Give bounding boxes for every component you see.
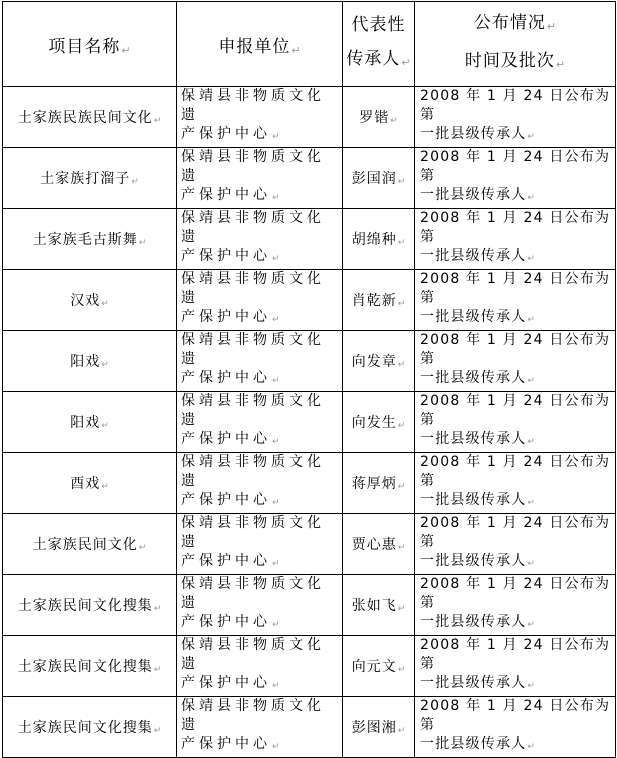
paragraph-mark-icon: ↵ — [101, 360, 109, 370]
project-name-cell: 酉戏↵ — [3, 453, 177, 514]
inheritor-cell: 彭图湘↵ — [343, 697, 415, 758]
paragraph-mark-icon: ↵ — [272, 681, 280, 691]
paragraph-mark-icon: ↵ — [101, 421, 109, 431]
paragraph-mark-icon: ↵ — [397, 543, 406, 553]
paragraph-mark-icon: ↵ — [555, 58, 566, 71]
inheritor-cell: 彭国润↵ — [343, 148, 415, 209]
paragraph-mark-icon: ↵ — [390, 116, 398, 126]
table-row — [3, 697, 616, 758]
project-name-cell: 土家族民间文化搜集↵ — [3, 636, 177, 697]
table-row — [3, 514, 616, 575]
publication-date-cell: 2008 年 1 月 24 日公布为第 一批县级传承人↵ — [415, 331, 616, 392]
paragraph-mark-icon: ↵ — [272, 742, 280, 752]
paragraph-mark-icon: ↵ — [397, 238, 406, 248]
paragraph-mark-icon: ↵ — [397, 421, 406, 431]
project-name-cell: 汉戏↵ — [3, 270, 177, 331]
paragraph-mark-icon: ↵ — [272, 254, 280, 264]
publication-date-cell: 2008 年 1 月 24 日公布为第 一批县级传承人↵ — [415, 697, 616, 758]
header-reporting-unit: 申报单位↵ — [177, 2, 343, 87]
paragraph-mark-icon: ↵ — [153, 604, 162, 614]
paragraph-mark-icon: ↵ — [272, 620, 280, 630]
paragraph-mark-icon: ↵ — [527, 498, 535, 508]
publication-date-cell: 2008 年 1 月 24 日公布为第 一批县级传承人↵ — [415, 392, 616, 453]
paragraph-mark-icon: ↵ — [138, 238, 147, 248]
paragraph-mark-icon: ↵ — [272, 559, 280, 569]
table-body — [3, 87, 616, 758]
paragraph-mark-icon: ↵ — [527, 254, 535, 264]
publication-date-cell: 2008 年 1 月 24 日公布为第 一批县级传承人↵ — [415, 575, 616, 636]
inheritor-cell: 向元文↵ — [343, 636, 415, 697]
inheritor-cell: 罗锴↵ — [343, 87, 415, 148]
table-row — [3, 636, 616, 697]
publication-date-cell: 2008 年 1 月 24 日公布为第 一批县级传承人↵ — [415, 270, 616, 331]
reporting-unit-cell: 保靖县非物质文化遗 产保护中心↵ — [177, 270, 343, 331]
paragraph-mark-icon: ↵ — [272, 498, 280, 508]
inheritor-cell: 蒋厚炳↵ — [343, 453, 415, 514]
paragraph-mark-icon: ↵ — [397, 177, 406, 187]
paragraph-mark-icon: ↵ — [291, 43, 301, 57]
publication-date-cell: 2008 年 1 月 24 日公布为第 一批县级传承人↵ — [415, 87, 616, 148]
paragraph-mark-icon: ↵ — [527, 315, 535, 325]
header-line: 代表性 — [351, 15, 406, 35]
paragraph-mark-icon: ↵ — [131, 177, 139, 187]
reporting-unit-cell: 保靖县非物质文化遗 产保护中心↵ — [177, 331, 343, 392]
table-row — [3, 148, 616, 209]
paragraph-mark-icon: ↵ — [527, 437, 535, 447]
header-representative-inheritor — [343, 2, 415, 87]
project-name-cell: 土家族民族民间文化↵ — [3, 87, 177, 148]
paragraph-mark-icon: ↵ — [401, 56, 411, 69]
paragraph-mark-icon: ↵ — [101, 299, 109, 309]
table-row — [3, 270, 616, 331]
project-name-cell: 土家族民间文化搜集↵ — [3, 575, 177, 636]
project-name-cell: 土家族民间文化↵ — [3, 514, 177, 575]
paragraph-mark-icon: ↵ — [397, 604, 406, 614]
paragraph-mark-icon: ↵ — [272, 376, 280, 386]
table-row — [3, 331, 616, 392]
project-name-cell: 土家族民间文化搜集↵ — [3, 697, 177, 758]
reporting-unit-cell: 保靖县非物质文化遗 产保护中心↵ — [177, 575, 343, 636]
reporting-unit-cell: 保靖县非物质文化遗 产保护中心↵ — [177, 87, 343, 148]
reporting-unit-cell: 保靖县非物质文化遗 产保护中心↵ — [177, 636, 343, 697]
header-row — [3, 2, 616, 87]
paragraph-mark-icon: ↵ — [397, 482, 406, 492]
paragraph-mark-icon: ↵ — [397, 299, 406, 309]
paragraph-mark-icon: ↵ — [397, 360, 406, 370]
header-publication-info — [415, 2, 616, 87]
paragraph-mark-icon: ↵ — [546, 20, 557, 33]
header-line: 传承人↵ — [346, 49, 411, 69]
paragraph-mark-icon: ↵ — [527, 620, 535, 630]
paragraph-mark-icon: ↵ — [527, 742, 535, 752]
project-name-cell: 土家族打溜子↵ — [3, 148, 177, 209]
reporting-unit-cell: 保靖县非物质文化遗 产保护中心↵ — [177, 453, 343, 514]
paragraph-mark-icon: ↵ — [153, 665, 162, 675]
inheritor-cell: 向发章↵ — [343, 331, 415, 392]
paragraph-mark-icon: ↵ — [101, 482, 109, 492]
paragraph-mark-icon: ↵ — [272, 132, 280, 142]
inheritor-cell: 胡绵种↵ — [343, 209, 415, 270]
inheritor-cell: 肖乾新↵ — [343, 270, 415, 331]
reporting-unit-cell: 保靖县非物质文化遗 产保护中心↵ — [177, 148, 343, 209]
inheritor-cell: 张如飞↵ — [343, 575, 415, 636]
paragraph-mark-icon: ↵ — [527, 376, 535, 386]
table-row — [3, 392, 616, 453]
paragraph-mark-icon: ↵ — [397, 665, 406, 675]
paragraph-mark-icon: ↵ — [397, 726, 406, 736]
publication-date-cell: 2008 年 1 月 24 日公布为第 一批县级传承人↵ — [415, 148, 616, 209]
inheritor-cell: 向发生↵ — [343, 392, 415, 453]
paragraph-mark-icon: ↵ — [527, 559, 535, 569]
paragraph-mark-icon: ↵ — [272, 315, 280, 325]
inheritor-cell: 贾心惠↵ — [343, 514, 415, 575]
header-line: 公布情况↵ — [473, 13, 557, 33]
header-project-name: 项目名称↵ — [3, 2, 177, 87]
reporting-unit-cell: 保靖县非物质文化遗 产保护中心↵ — [177, 392, 343, 453]
publication-date-cell: 2008 年 1 月 24 日公布为第 一批县级传承人↵ — [415, 636, 616, 697]
paragraph-mark-icon: ↵ — [272, 437, 280, 447]
paragraph-mark-icon: ↵ — [272, 193, 280, 203]
paragraph-mark-icon: ↵ — [527, 193, 535, 203]
paragraph-mark-icon: ↵ — [153, 116, 162, 126]
project-name-cell: 土家族毛古斯舞↵ — [3, 209, 177, 270]
publication-date-cell: 2008 年 1 月 24 日公布为第 一批县级传承人↵ — [415, 209, 616, 270]
table-row — [3, 575, 616, 636]
table-row — [3, 453, 616, 514]
paragraph-mark-icon: ↵ — [527, 132, 535, 142]
header-line: 时间及批次↵ — [464, 51, 566, 71]
reporting-unit-cell: 保靖县非物质文化遗 产保护中心↵ — [177, 514, 343, 575]
publication-date-cell: 2008 年 1 月 24 日公布为第 一批县级传承人↵ — [415, 514, 616, 575]
publication-date-cell: 2008 年 1 月 24 日公布为第 一批县级传承人↵ — [415, 453, 616, 514]
paragraph-mark-icon: ↵ — [121, 43, 131, 57]
reporting-unit-cell: 保靖县非物质文化遗 产保护中心↵ — [177, 697, 343, 758]
table-row — [3, 87, 616, 148]
paragraph-mark-icon: ↵ — [138, 543, 147, 553]
table-row — [3, 209, 616, 270]
reporting-unit-cell: 保靖县非物质文化遗 产保护中心↵ — [177, 209, 343, 270]
project-name-cell: 阳戏↵ — [3, 331, 177, 392]
project-name-cell: 阳戏↵ — [3, 392, 177, 453]
paragraph-mark-icon: ↵ — [153, 726, 162, 736]
heritage-inheritors-table — [2, 1, 616, 758]
paragraph-mark-icon: ↵ — [527, 681, 535, 691]
